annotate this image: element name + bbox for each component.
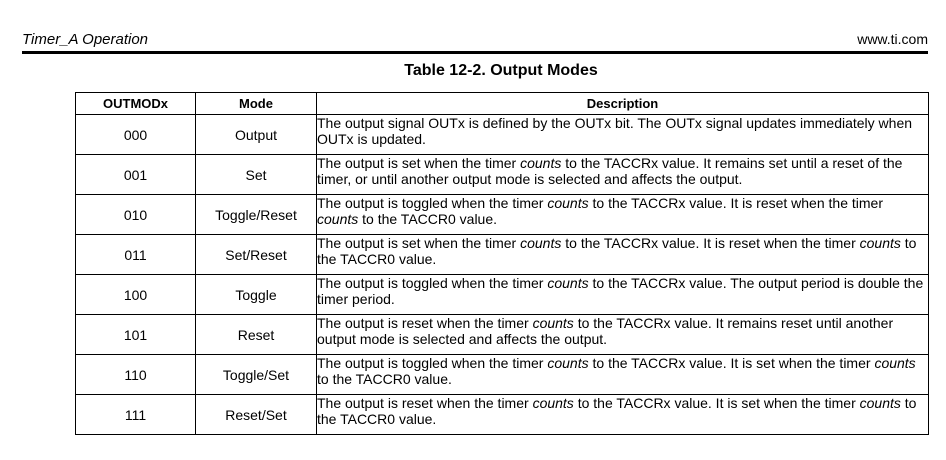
outmod-code-cell: 100 [76, 275, 196, 315]
mode-name-cell: Toggle/Set [196, 355, 317, 395]
description-text: The output signal OUTx is defined by the OUTx bit. The OUTx signal updates immediately when OUTx is updated. [317, 115, 913, 147]
description-emphasis: counts [532, 315, 574, 331]
description-text: The output is toggled when the timer [317, 355, 548, 371]
description-text: The output is toggled when the timer [317, 275, 548, 291]
description-cell [317, 115, 929, 155]
header-rule [22, 51, 928, 54]
table-row [76, 115, 929, 155]
output-modes-table [75, 92, 929, 435]
description-cell [317, 235, 929, 275]
outmod-code-cell: 010 [76, 195, 196, 235]
outmod-code-cell: 101 [76, 315, 196, 355]
description-text: to the TACCR0 value. [358, 211, 498, 227]
table-row [76, 355, 929, 395]
description-text: The output is reset when the timer [317, 315, 533, 331]
description-text: to the TACCRx value. It remains reset until another output mode is selected and affects the output. [317, 315, 894, 347]
description-emphasis: counts [874, 355, 916, 371]
running-header [22, 31, 928, 51]
description-text: to the TACCRx value. It is set when the timer [588, 355, 875, 371]
column-header-mode: Mode [196, 93, 317, 115]
description-cell [317, 315, 929, 355]
description-text: The output is toggled when the timer [317, 195, 548, 211]
mode-name-cell: Toggle [196, 275, 317, 315]
table-row [76, 195, 929, 235]
mode-name-cell: Reset/Set [196, 395, 317, 435]
table-row [76, 275, 929, 315]
table-row [76, 155, 929, 195]
description-text: to the TACCR0 value. [317, 395, 917, 427]
description-text: The output is set when the timer [317, 235, 521, 251]
description-emphasis: counts [859, 235, 901, 251]
description-text: to the TACCRx value. It is set when the timer [573, 395, 860, 411]
description-text: to the TACCRx value. It is reset when the timer [588, 195, 883, 211]
mode-name-cell: Set/Reset [196, 235, 317, 275]
description-text: to the TACCRx value. It remains set until a reset of the timer, or until another output mode is selected and affects the output. [317, 155, 903, 187]
mode-name-cell: Output [196, 115, 317, 155]
description-emphasis: counts [859, 395, 901, 411]
table-row [76, 315, 929, 355]
mode-name-cell: Reset [196, 315, 317, 355]
outmod-code-cell: 011 [76, 235, 196, 275]
site-url: www.ti.com [857, 31, 928, 47]
description-emphasis: counts [547, 355, 589, 371]
section-title: Timer_A Operation [22, 31, 149, 48]
outmod-code-cell: 110 [76, 355, 196, 395]
description-text: The output is reset when the timer [317, 395, 533, 411]
description-text: to the TACCRx value. It is reset when the timer [561, 235, 860, 251]
table-row [76, 235, 929, 275]
description-text: to the TACCRx value. The output period is double the timer period. [317, 275, 924, 307]
column-header-outmod: OUTMODx [76, 93, 196, 115]
description-cell [317, 155, 929, 195]
description-emphasis: counts [317, 211, 359, 227]
description-emphasis: counts [547, 195, 589, 211]
description-cell [317, 275, 929, 315]
table-caption: Table 12-2. Output Modes [404, 62, 598, 79]
column-header-description: Description [317, 93, 929, 115]
mode-name-cell: Toggle/Reset [196, 195, 317, 235]
description-cell [317, 355, 929, 395]
description-text: The output is set when the timer [317, 155, 521, 171]
mode-name-cell: Set [196, 155, 317, 195]
description-emphasis: counts [532, 395, 574, 411]
table-row [76, 395, 929, 435]
description-emphasis: counts [520, 235, 562, 251]
outmod-code-cell: 001 [76, 155, 196, 195]
outmod-code-cell: 111 [76, 395, 196, 435]
description-text: to the TACCR0 value. [317, 235, 917, 267]
description-text: to the TACCR0 value. [317, 371, 452, 387]
table-header-row [76, 93, 929, 115]
description-cell [317, 395, 929, 435]
outmod-code-cell: 000 [76, 115, 196, 155]
description-cell [317, 195, 929, 235]
description-emphasis: counts [520, 155, 562, 171]
description-emphasis: counts [547, 275, 589, 291]
